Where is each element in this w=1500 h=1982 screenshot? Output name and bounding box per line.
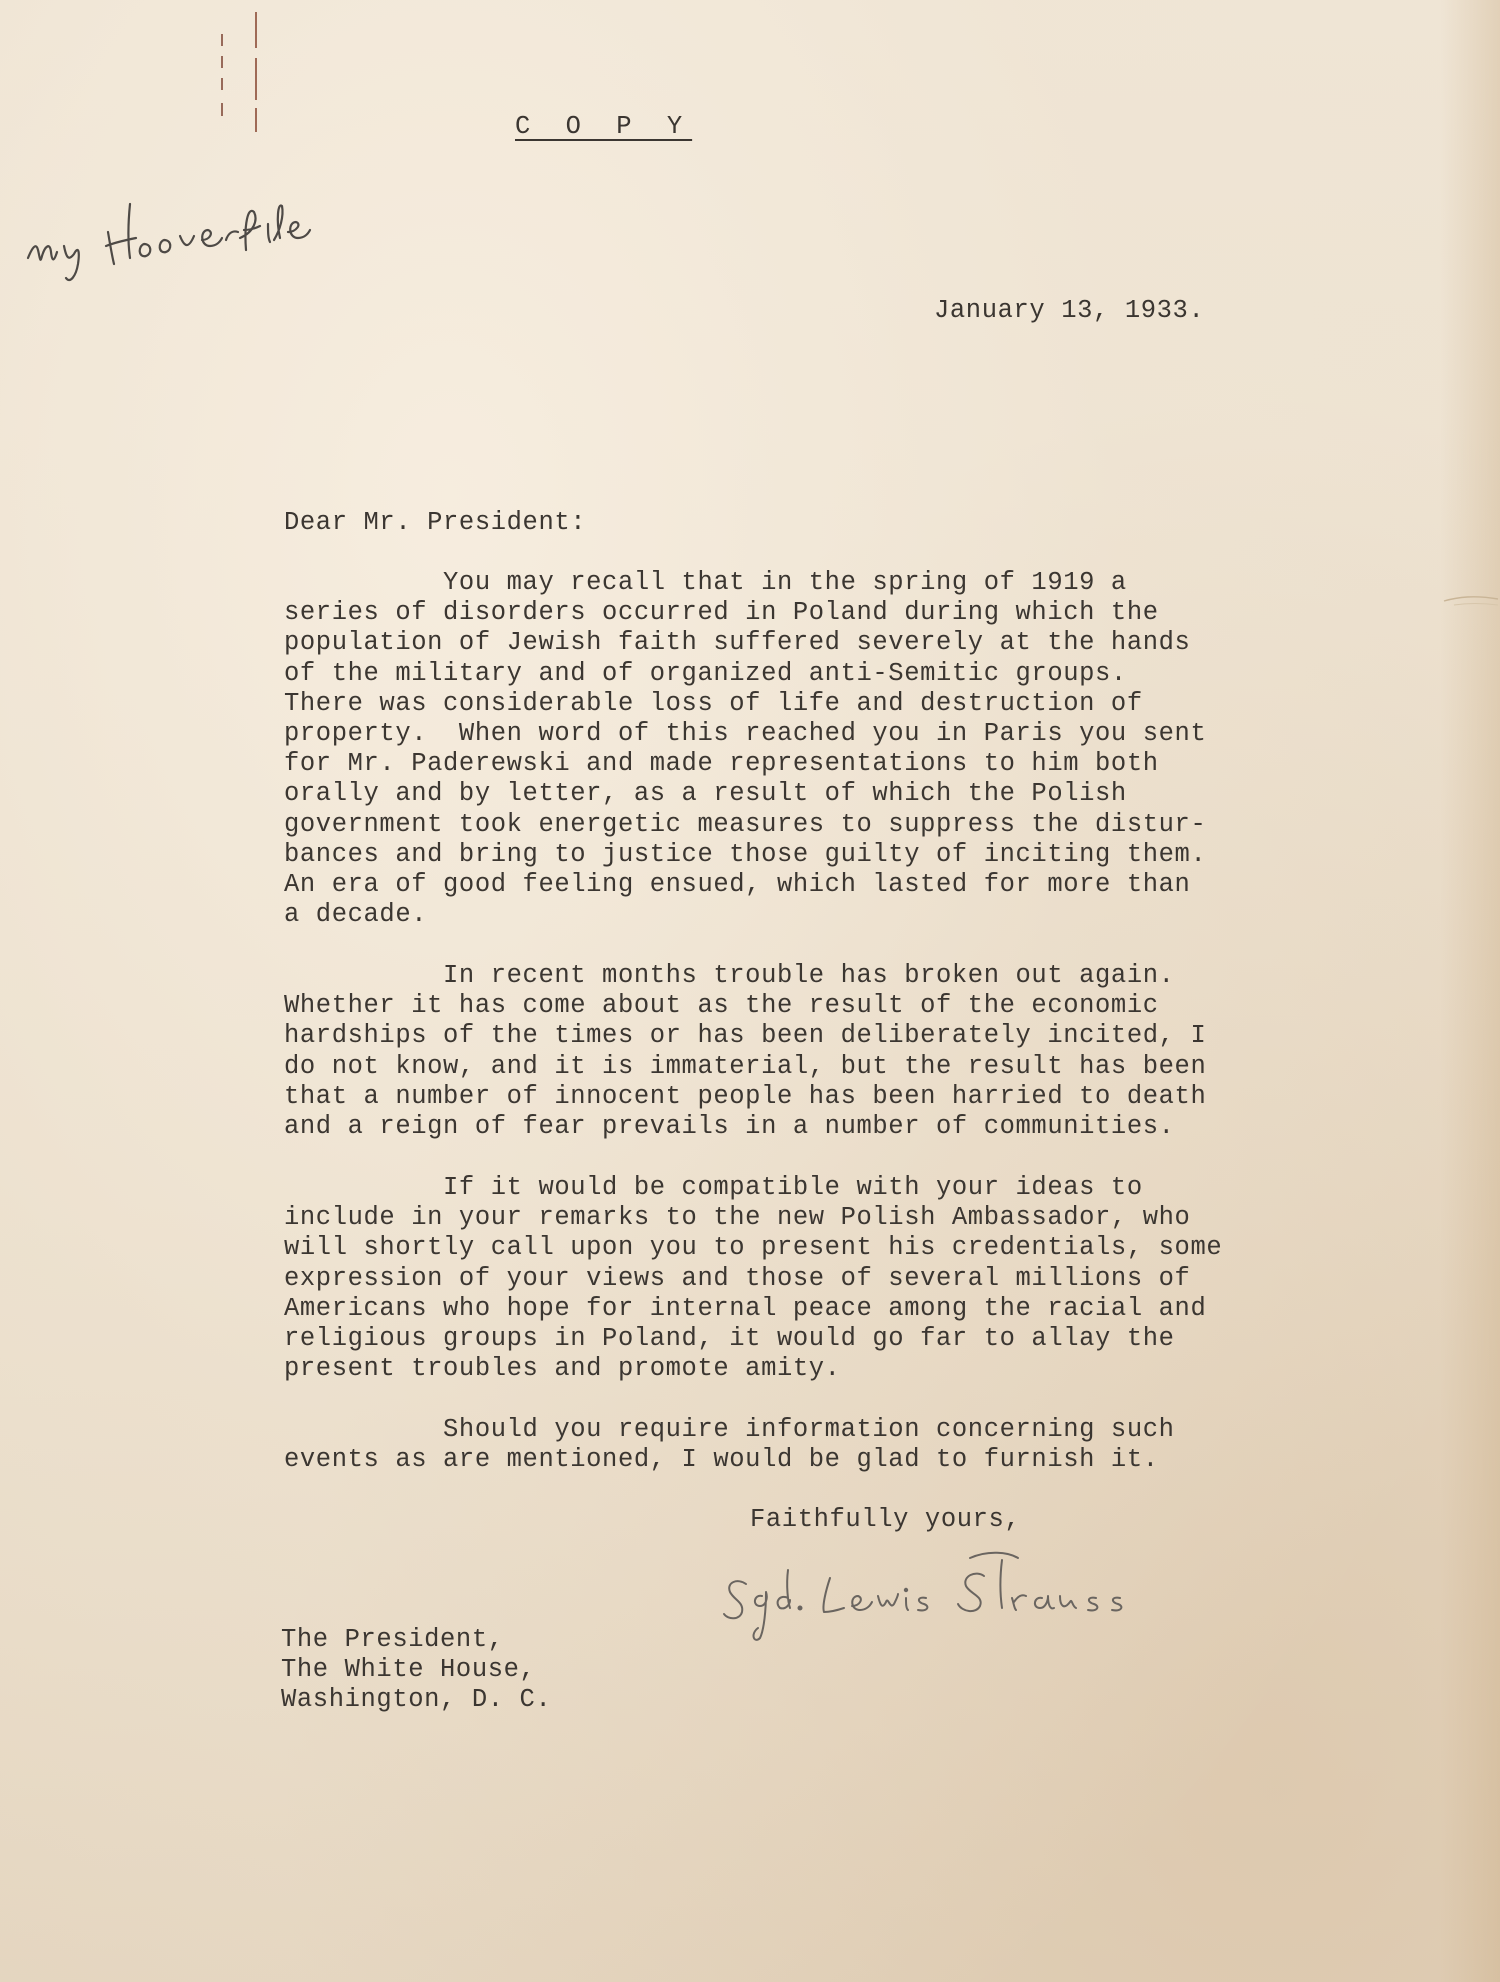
letter-date: January 13, 1933. (934, 296, 1205, 325)
copy-heading: C O P Y (515, 112, 693, 141)
paper-edge-crease (1440, 585, 1500, 615)
handwritten-signature (718, 1540, 1178, 1650)
body-paragraph: In recent months trouble has broken out again. Whether it has come about as the result of the economic hardships of the times or has been deliberately incited, I do not know, and it is immaterial, but the result has been that a number of innocent people has been harried to death and a reign of fear prevails in a number of communities. (284, 961, 1207, 1142)
body-paragraph: If it would be compatible with your ideas to include in your remarks to the new Polish Ambassador, who will shortly call upon you to present his credentials, some expression of your views and those of several millions of Americans who hope for internal peace among the racial and religious groups in Poland, it would go far to allay the present troubles and promote amity. (284, 1173, 1223, 1384)
recipient-address: The President, The White House, Washington, D. C. (281, 1625, 552, 1715)
handwritten-file-note (18, 180, 358, 290)
body-paragraph: Should you require information concerning such events as are mentioned, I would be glad to furnish it. (284, 1415, 1175, 1475)
staple-hole-marks (218, 8, 258, 138)
body-paragraph: You may recall that in the spring of 1919 a series of disorders occurred in Poland during which the population of Jewish faith suffered severely at the hands of the military and of organized anti-Semitic groups. There was considerable loss of life and destruction of property. When word of this reached you in Paris you sent for Mr. Paderewski and made representations to him both orally and by letter, as a result of which the Polish government took energetic measures to suppress the distur- bances and bring to justice those guilty of inciting them. An era of good feeling ensued, which lasted for more than a decade. (284, 568, 1207, 930)
salutation: Dear Mr. President: (284, 508, 587, 537)
page-edge-shading (1440, 0, 1500, 1982)
closing: Faithfully yours, (750, 1505, 1021, 1534)
